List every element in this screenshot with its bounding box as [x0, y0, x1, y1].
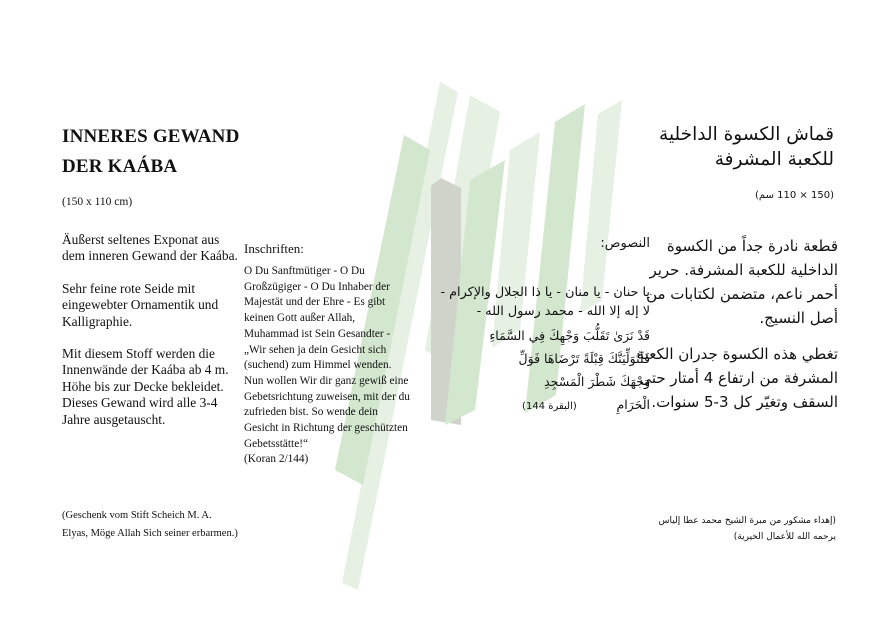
- german-quran-translation: „Wir sehen ja dein Gesicht sich (suchend) zum Himmel wenden. Nun wollen Wir dir ganz gewiß eine Gebetsrichtung zuweisen, mit der du zufrieden bist. So wende dein Gesicht in Richtung der geschützten Gebetsstätte!“: [244, 343, 410, 450]
- arabic-quran-line-1: قَدْ نَرَىٰ تَقَلُّبَ وَجْهِكَ فِي السَّمَاءِ: [489, 328, 650, 343]
- arabic-description-paragraph-2: تغطي هذه الكسوة جدران الكعبة المشرفة من ارتفاع 4 أمتار حتى السقف وتغيّر كل 3-5 سنوات.: [636, 345, 838, 411]
- arabic-inscriptions-label: النصوص:: [600, 236, 650, 251]
- german-description-paragraph-4: Dieses Gewand wird alle 3-4 Jahre ausgetauscht.: [62, 395, 218, 427]
- decor-stripe-faint-right: [580, 100, 622, 314]
- german-description-paragraph-1: Äußerst seltenes Exponat aus dem inneren Gewand der Kaába.: [62, 232, 238, 264]
- arabic-gift-note: (إهداء مشكور من مبرة الشيخ محمد عطا إلياس يرحمه الله للأعمال الخيرية): [658, 516, 836, 542]
- arabic-title-line-2: للكعبة المشرفة: [714, 149, 834, 170]
- arabic-description: [628, 234, 838, 426]
- german-description-paragraph-2: Sehr feine rote Seide mit eingewebter Ornamentik und Kalligraphie.: [62, 280, 219, 329]
- german-inscriptions: [244, 264, 410, 468]
- arabic-quran-verse: [430, 324, 650, 418]
- german-inscriptions-label: Inschriften:: [244, 241, 304, 256]
- german-description: [62, 232, 240, 428]
- german-gift-note: (Geschenk vom Stift Scheich M. A. Elyas, Möge Allah Sich seiner erbarmen.): [62, 510, 238, 539]
- german-inscriptions-text: O Du Sanftmütiger - O Du Großzügiger - O Du Inhaber der Majestät und der Ehre - Es gibt keinen Gott außer Allah, Muhammad ist Sein Gesandter -: [244, 265, 391, 340]
- german-title-line-1: INNERES GEWAND: [62, 126, 240, 147]
- german-quran-reference: (Koran 2/144): [244, 453, 309, 466]
- german-dimensions: (150 x 110 cm): [62, 196, 133, 208]
- german-title: [62, 122, 292, 182]
- arabic-quran-line-4: الْحَرَامِ: [616, 397, 650, 412]
- arabic-title: [659, 122, 834, 172]
- arabic-quran-line-2: فَلَنُوَلِّيَنَّكَ قِبْلَةً تَرْضَاهَا فَوَلِّ: [518, 351, 650, 366]
- arabic-description-paragraph-1: قطعة نادرة جداً من الكسوة الداخلية للكعبة المشرفة. حرير أحمر ناعم، متضمن لكتابات من أصل النسيج.: [646, 237, 838, 327]
- arabic-title-line-1: قماش الكسوة الداخلية: [659, 124, 834, 145]
- arabic-inscriptions-text: يا حنان - يا منان - يا ذا الجلال والإكرام - لا إله إلا الله - محمد رسول الله -: [440, 285, 650, 319]
- arabic-inscriptions: [440, 283, 650, 321]
- german-title-line-2: DER KAÁBA: [62, 156, 178, 177]
- arabic-quran-line-3: وَجْهَكَ شَطْرَ الْمَسْجِدِ: [544, 374, 650, 389]
- arabic-dimensions: (150 × 110 سم): [755, 190, 834, 201]
- arabic-quran-reference: (البقرة 144): [522, 401, 577, 412]
- german-description-paragraph-3: Mit diesem Stoff werden die Innenwände der Kaába ab 4 m. Höhe bis zur Decke bekleidet.: [62, 346, 229, 394]
